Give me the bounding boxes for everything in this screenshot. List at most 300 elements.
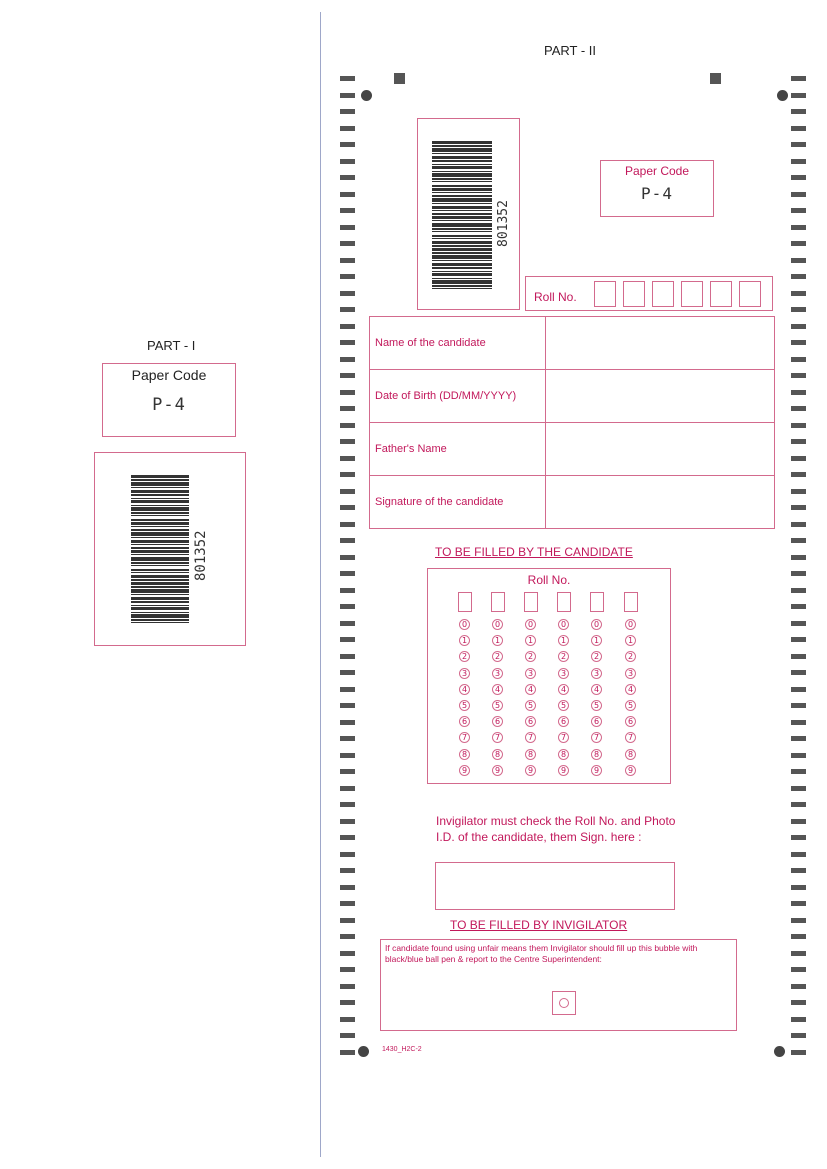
field-input-dob[interactable]: [546, 370, 775, 423]
barcode-bar: [131, 579, 189, 581]
omr-bubble[interactable]: 3: [591, 668, 602, 679]
omr-bubble[interactable]: 5: [625, 700, 636, 711]
barcode-bar: [432, 178, 492, 180]
roll-digit-cell[interactable]: [739, 281, 761, 307]
timing-mark: [791, 126, 806, 131]
barcode-bar: [131, 479, 189, 481]
omr-bubble[interactable]: 1: [558, 635, 569, 646]
timing-mark: [340, 126, 355, 131]
barcode-bar: [432, 280, 492, 284]
omr-bubble[interactable]: 4: [591, 684, 602, 695]
omr-roll-label: Roll No.: [527, 573, 571, 587]
timing-mark: [791, 984, 806, 989]
omr-bubble[interactable]: 1: [625, 635, 636, 646]
omr-bubble[interactable]: 9: [492, 765, 503, 776]
timing-mark: [340, 340, 355, 345]
barcode-bar: [131, 515, 189, 516]
barcode-bar: [432, 192, 492, 193]
part-2-barcode: [418, 119, 519, 309]
roll-digit-cell[interactable]: [623, 281, 645, 307]
barcode-bar: [131, 498, 189, 499]
timing-mark: [340, 703, 355, 708]
roll-digit-cell[interactable]: [681, 281, 703, 307]
barcode-bar: [131, 494, 189, 496]
timing-mark: [791, 967, 806, 972]
timing-mark: [340, 753, 355, 758]
timing-mark: [791, 357, 806, 362]
barcode-bar: [131, 529, 189, 531]
barcode-bar: [131, 601, 189, 603]
roll-number-label: Roll No.: [534, 290, 577, 304]
barcode-bar: [432, 260, 492, 261]
omr-bubble[interactable]: 3: [492, 668, 503, 679]
timing-mark: [340, 291, 355, 296]
barcode-bar: [432, 288, 492, 289]
timing-mark: [340, 1033, 355, 1038]
barcode-bar: [432, 235, 492, 237]
part-1-barcode-number: 801352: [193, 530, 209, 581]
omr-bubble[interactable]: 6: [525, 716, 536, 727]
barcode-bar: [131, 505, 189, 506]
timing-mark: [340, 307, 355, 312]
timing-mark: [340, 687, 355, 692]
barcode-bar: [131, 547, 189, 549]
omr-bubble[interactable]: 2: [492, 651, 503, 662]
timing-mark: [340, 439, 355, 444]
barcode-bar: [131, 526, 189, 527]
omr-bubble[interactable]: 7: [492, 732, 503, 743]
timing-mark: [340, 93, 355, 98]
omr-bubble[interactable]: 4: [625, 684, 636, 695]
timing-mark: [340, 901, 355, 906]
timing-mark: [791, 291, 806, 296]
timing-mark: [791, 340, 806, 345]
barcode-bar: [432, 248, 492, 251]
omr-bubble[interactable]: 4: [525, 684, 536, 695]
omr-bubble[interactable]: 1: [591, 635, 602, 646]
omr-bubble[interactable]: 5: [492, 700, 503, 711]
registration-square: [710, 73, 721, 84]
timing-mark: [340, 192, 355, 197]
barcode-bar: [131, 537, 189, 538]
barcode-bar: [432, 195, 492, 197]
timing-mark: [340, 918, 355, 923]
timing-mark: [791, 1000, 806, 1005]
timing-mark: [791, 373, 806, 378]
omr-bubble[interactable]: 5: [558, 700, 569, 711]
barcode-bar: [131, 586, 189, 588]
omr-bubble[interactable]: 1: [525, 635, 536, 646]
roll-digit-cell[interactable]: [710, 281, 732, 307]
barcode-bar: [131, 582, 189, 585]
barcode-bar: [432, 263, 492, 266]
timing-mark: [340, 159, 355, 164]
barcode-bar: [131, 519, 189, 521]
omr-bubble[interactable]: 2: [591, 651, 602, 662]
barcode-bar: [432, 171, 492, 172]
timing-mark: [340, 241, 355, 246]
omr-bubble[interactable]: 9: [459, 765, 470, 776]
omr-bubble[interactable]: 8: [459, 749, 470, 760]
omr-bubble[interactable]: 4: [558, 684, 569, 695]
barcode-bar: [131, 607, 189, 610]
part-1-paper-code-value: P-4: [152, 395, 186, 415]
timing-mark: [791, 1017, 806, 1022]
barcode-bar: [432, 198, 492, 202]
part-1-barcode-bars: [131, 475, 189, 623]
timing-mark: [340, 654, 355, 659]
registration-dot: [777, 90, 788, 101]
omr-bubble[interactable]: 5: [525, 700, 536, 711]
barcode-bar: [432, 238, 492, 239]
omr-bubble[interactable]: 6: [492, 716, 503, 727]
timing-mark: [340, 984, 355, 989]
omr-bubble[interactable]: 2: [525, 651, 536, 662]
registration-dot: [361, 90, 372, 101]
timing-mark: [340, 819, 355, 824]
barcode-bar: [432, 160, 492, 162]
barcode-bar: [432, 181, 492, 182]
barcode-bar: [131, 540, 189, 543]
omr-bubble[interactable]: 0: [525, 619, 536, 630]
barcode-bar: [131, 512, 189, 514]
barcode-bar: [432, 228, 492, 230]
barcode-bar: [131, 475, 189, 478]
invigilator-instruction: Invigilator must check the Roll No. and Photo I.D. of the candidate, them Sign. here :: [436, 814, 676, 844]
omr-digit-box[interactable]: [458, 592, 472, 612]
timing-mark: [791, 720, 806, 725]
part-1-barcode: [95, 453, 245, 645]
part-2-paper-code-box: [600, 160, 714, 217]
timing-mark: [791, 835, 806, 840]
barcode-bar: [131, 619, 189, 621]
timing-mark: [340, 868, 355, 873]
timing-mark: [791, 1050, 806, 1055]
omr-bubble[interactable]: 0: [625, 619, 636, 630]
timing-mark: [340, 357, 355, 362]
barcode-bar: [131, 500, 189, 503]
omr-bubble[interactable]: 7: [625, 732, 636, 743]
timing-mark: [340, 604, 355, 609]
omr-bubble[interactable]: 8: [525, 749, 536, 760]
timing-mark: [340, 208, 355, 213]
timing-mark: [340, 175, 355, 180]
timing-mark: [791, 703, 806, 708]
timing-mark: [340, 967, 355, 972]
barcode-bar: [131, 597, 189, 600]
invigilator-signature-box[interactable]: [435, 862, 675, 910]
timing-mark: [340, 736, 355, 741]
barcode-bar: [432, 164, 492, 165]
omr-bubble[interactable]: 4: [492, 684, 503, 695]
timing-mark: [791, 324, 806, 329]
roll-number-box: [525, 276, 773, 311]
barcode-bar: [131, 562, 189, 564]
barcode-bar: [432, 203, 492, 204]
omr-bubble[interactable]: 4: [459, 684, 470, 695]
barcode-bar: [131, 569, 189, 571]
barcode-bar: [432, 271, 492, 272]
timing-mark: [340, 555, 355, 560]
omr-bubble[interactable]: 9: [591, 765, 602, 776]
timing-mark: [791, 456, 806, 461]
part-2-paper-code-label: Paper Code: [624, 164, 690, 178]
timing-mark: [791, 258, 806, 263]
timing-mark: [791, 868, 806, 873]
omr-digit-box[interactable]: [624, 592, 638, 612]
barcode-bar: [131, 482, 189, 486]
barcode-bar: [131, 614, 189, 618]
omr-bubble[interactable]: 7: [459, 732, 470, 743]
omr-bubble[interactable]: 3: [558, 668, 569, 679]
timing-mark: [340, 522, 355, 527]
timing-mark: [791, 852, 806, 857]
omr-bubble[interactable]: 6: [459, 716, 470, 727]
timing-mark: [340, 324, 355, 329]
roll-digit-cell[interactable]: [594, 281, 616, 307]
barcode-bar: [432, 278, 492, 279]
page-divider-line: [320, 12, 321, 1157]
barcode-bar: [131, 612, 189, 613]
timing-mark: [791, 390, 806, 395]
barcode-bar: [432, 185, 492, 187]
timing-mark: [340, 571, 355, 576]
timing-mark: [791, 588, 806, 593]
timing-mark: [340, 951, 355, 956]
timing-mark: [791, 76, 806, 81]
omr-bubble[interactable]: 8: [625, 749, 636, 760]
unfair-means-box: [380, 939, 737, 1031]
unfair-means-bubble[interactable]: [559, 998, 569, 1008]
part-2-barcode-number: 801352: [496, 200, 511, 247]
omr-bubble[interactable]: 3: [525, 668, 536, 679]
timing-mark: [791, 555, 806, 560]
timing-mark: [791, 142, 806, 147]
timing-mark: [340, 670, 355, 675]
timing-mark: [340, 720, 355, 725]
barcode-bar: [131, 557, 189, 561]
timing-mark: [791, 489, 806, 494]
candidate-section-heading: TO BE FILLED BY THE CANDIDATE: [435, 545, 633, 559]
part-2-barcode-box: [417, 118, 520, 310]
timing-mark: [791, 109, 806, 114]
omr-bubble[interactable]: 9: [625, 765, 636, 776]
barcode-bar: [432, 166, 492, 169]
omr-bubble[interactable]: 0: [492, 619, 503, 630]
timing-mark: [791, 786, 806, 791]
timing-mark: [791, 802, 806, 807]
omr-bubble[interactable]: 2: [558, 651, 569, 662]
timing-mark: [791, 951, 806, 956]
barcode-bar: [131, 487, 189, 488]
barcode-bar: [432, 231, 492, 232]
timing-mark: [791, 1033, 806, 1038]
barcode-bar: [432, 141, 492, 144]
barcode-bar: [131, 532, 189, 536]
timing-mark: [340, 76, 355, 81]
omr-bubble[interactable]: 0: [558, 619, 569, 630]
timing-mark: [340, 637, 355, 642]
barcode-bar: [131, 550, 189, 553]
timing-mark: [791, 472, 806, 477]
field-input-signature[interactable]: [546, 476, 775, 529]
part-1-paper-code-box: [102, 363, 236, 437]
part-1-title: PART - I: [147, 338, 196, 353]
timing-mark: [791, 406, 806, 411]
omr-bubble[interactable]: 9: [558, 765, 569, 776]
timing-mark: [791, 538, 806, 543]
barcode-bar: [131, 507, 189, 511]
timing-mark: [340, 225, 355, 230]
omr-bubble[interactable]: 8: [492, 749, 503, 760]
timing-mark: [340, 390, 355, 395]
timing-mark: [340, 423, 355, 428]
unfair-means-bubble-box: [552, 991, 576, 1015]
timing-mark: [791, 604, 806, 609]
omr-bubble[interactable]: 2: [459, 651, 470, 662]
table-row: [370, 476, 775, 529]
timing-mark: [791, 423, 806, 428]
omr-bubble[interactable]: 2: [625, 651, 636, 662]
timing-mark: [340, 885, 355, 890]
omr-bubble[interactable]: 6: [591, 716, 602, 727]
barcode-bar: [131, 622, 189, 623]
timing-mark: [340, 852, 355, 857]
field-label-father-name: Father's Name: [370, 423, 546, 476]
timing-mark: [340, 406, 355, 411]
barcode-bar: [432, 223, 492, 227]
omr-digit-box[interactable]: [491, 592, 505, 612]
barcode-bar: [131, 565, 189, 566]
omr-bubble[interactable]: 8: [591, 749, 602, 760]
barcode-bar: [432, 285, 492, 287]
timing-mark: [791, 753, 806, 758]
timing-mark: [791, 225, 806, 230]
omr-digit-box[interactable]: [557, 592, 571, 612]
barcode-bar: [432, 145, 492, 147]
timing-mark: [340, 274, 355, 279]
timing-mark: [340, 786, 355, 791]
form-code: 1430_H2C-2: [382, 1046, 422, 1053]
barcode-bar: [131, 594, 189, 595]
timing-mark: [340, 769, 355, 774]
timing-mark: [340, 456, 355, 461]
omr-bubble[interactable]: 0: [591, 619, 602, 630]
omr-bubble[interactable]: 8: [558, 749, 569, 760]
timing-mark: [340, 258, 355, 263]
table-row: [370, 317, 775, 370]
timing-mark: [340, 1050, 355, 1055]
timing-mark: [791, 439, 806, 444]
omr-bubble[interactable]: 6: [625, 716, 636, 727]
barcode-bar: [432, 153, 492, 154]
barcode-bar: [432, 188, 492, 191]
roll-digit-cell[interactable]: [652, 281, 674, 307]
omr-bubble[interactable]: 3: [459, 668, 470, 679]
timing-mark: [791, 192, 806, 197]
part-2-paper-code-value: P-4: [641, 184, 673, 203]
timing-mark: [340, 1017, 355, 1022]
timing-mark: [791, 654, 806, 659]
field-label-name: Name of the candidate: [370, 317, 546, 370]
timing-mark: [791, 505, 806, 510]
timing-mark: [791, 208, 806, 213]
omr-bubble[interactable]: 5: [459, 700, 470, 711]
field-label-signature: Signature of the candidate: [370, 476, 546, 529]
barcode-bar: [432, 216, 492, 219]
barcode-bar: [432, 273, 492, 276]
barcode-bar: [131, 605, 189, 606]
timing-mark: [340, 142, 355, 147]
timing-mark: [791, 274, 806, 279]
barcode-bar: [432, 173, 492, 177]
timing-mark: [791, 571, 806, 576]
timing-mark: [340, 538, 355, 543]
timing-mark: [340, 109, 355, 114]
timing-mark: [791, 885, 806, 890]
timing-mark: [340, 489, 355, 494]
omr-bubble[interactable]: 0: [459, 619, 470, 630]
barcode-bar: [432, 148, 492, 152]
invigilator-section-heading: TO BE FILLED BY INVIGILATOR: [450, 918, 628, 932]
omr-bubble[interactable]: 3: [625, 668, 636, 679]
field-label-dob: Date of Birth (DD/MM/YYYY): [370, 370, 546, 423]
omr-bubble[interactable]: 1: [492, 635, 503, 646]
timing-mark: [791, 241, 806, 246]
part-1-paper-code-label: Paper Code: [131, 367, 207, 383]
omr-digit-box[interactable]: [524, 592, 538, 612]
timing-mark: [791, 159, 806, 164]
omr-bubble[interactable]: 5: [591, 700, 602, 711]
timing-mark: [791, 901, 806, 906]
barcode-bar: [432, 220, 492, 221]
registration-dot: [358, 1046, 369, 1057]
barcode-bar: [432, 241, 492, 244]
barcode-bar: [432, 252, 492, 254]
barcode-bar: [131, 522, 189, 525]
timing-mark: [791, 175, 806, 180]
registration-square: [394, 73, 405, 84]
omr-bubble[interactable]: 7: [525, 732, 536, 743]
omr-bubble[interactable]: 7: [591, 732, 602, 743]
barcode-bar: [432, 267, 492, 269]
omr-bubble[interactable]: 1: [459, 635, 470, 646]
timing-mark: [340, 621, 355, 626]
omr-bubble[interactable]: 6: [558, 716, 569, 727]
field-input-father-name[interactable]: [546, 423, 775, 476]
barcode-bar: [432, 210, 492, 211]
barcode-bar: [131, 490, 189, 493]
timing-mark: [791, 522, 806, 527]
timing-mark: [791, 769, 806, 774]
table-row: [370, 370, 775, 423]
timing-mark: [791, 670, 806, 675]
timing-mark: [340, 588, 355, 593]
timing-mark: [340, 1000, 355, 1005]
timing-mark: [791, 621, 806, 626]
omr-digit-box[interactable]: [590, 592, 604, 612]
omr-bubble[interactable]: 9: [525, 765, 536, 776]
table-row: [370, 423, 775, 476]
part-1-barcode-box: [94, 452, 246, 646]
field-input-name[interactable]: [546, 317, 775, 370]
timing-mark: [340, 505, 355, 510]
timing-mark: [791, 934, 806, 939]
omr-bubble[interactable]: 7: [558, 732, 569, 743]
timing-mark: [791, 819, 806, 824]
part-2-barcode-bars: [432, 141, 492, 289]
barcode-bar: [432, 255, 492, 259]
